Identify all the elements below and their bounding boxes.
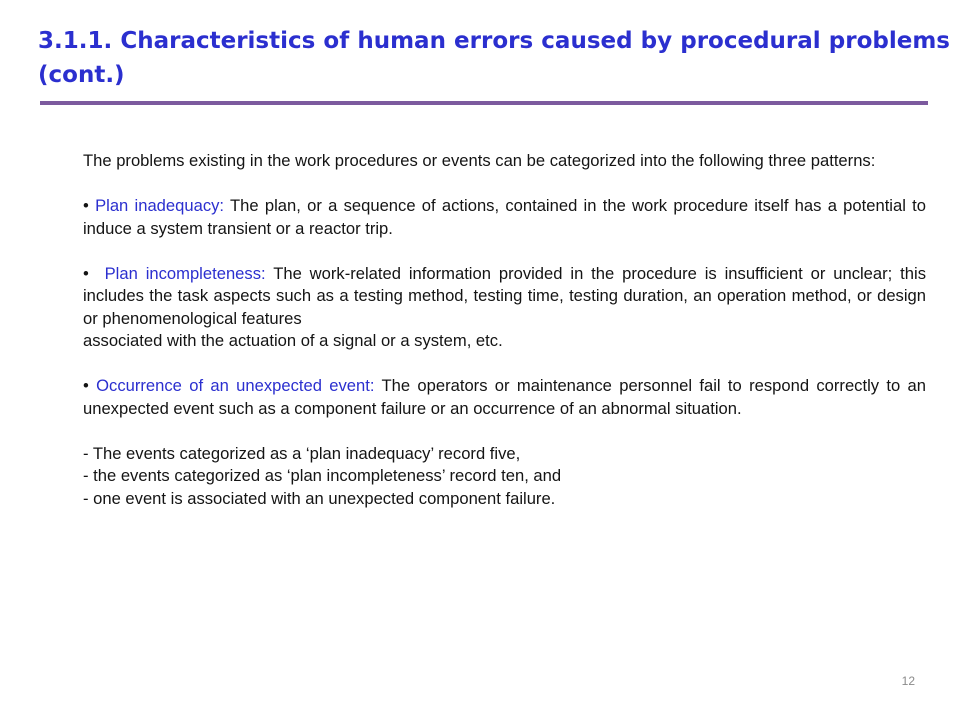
- bullet-glyph: •: [83, 196, 89, 215]
- summary-line: - one event is associated with an unexpected component failure.: [83, 488, 556, 508]
- bullet-glyph: •: [83, 376, 89, 395]
- summary-line: - the events categorized as ‘plan incompleteness’ record ten, and: [83, 466, 562, 485]
- bullet-term: Plan inadequacy:: [95, 196, 225, 215]
- bullet-continuation: associated with the actuation of a signal or a system, etc.: [83, 331, 503, 350]
- bullet-glyph: •: [83, 263, 89, 283]
- bullet-term: Occurrence of an unexpected event:: [96, 376, 375, 395]
- bullet-plan-incompleteness: [83, 263, 926, 331]
- slide-body: [83, 150, 926, 510]
- bullet-unexpected-event: [83, 375, 926, 420]
- bullet-text: The operators or maintenance personnel fail to respond correctly to an unexpected event such as a component failure or an occurrence of an abnormal situation.: [83, 376, 926, 418]
- intro-paragraph: The problems existing in the work procedures or events can be categorized into the following three patterns:: [83, 151, 876, 170]
- bullet-text: The plan, or a sequence of actions, contained in the work procedure itself has a potential to induce a system transient or a reactor trip.: [83, 196, 927, 238]
- bullet-text: The work-related information provided in the procedure is insufficient or unclear; this includes the task aspects such as a testing method, testing time, testing duration, an operation method, or design or phenomenological features: [83, 263, 926, 328]
- title-divider: [40, 101, 928, 105]
- page-number: 12: [901, 674, 915, 688]
- bullet-term: Plan incompleteness:: [104, 263, 266, 283]
- slide-title: 3.1.1. Characteristics of human errors caused by procedural problems (cont.): [38, 28, 950, 88]
- bullet-plan-inadequacy: [83, 195, 926, 240]
- summary-line: - The events categorized as a ‘plan inadequacy’ record five,: [83, 443, 521, 463]
